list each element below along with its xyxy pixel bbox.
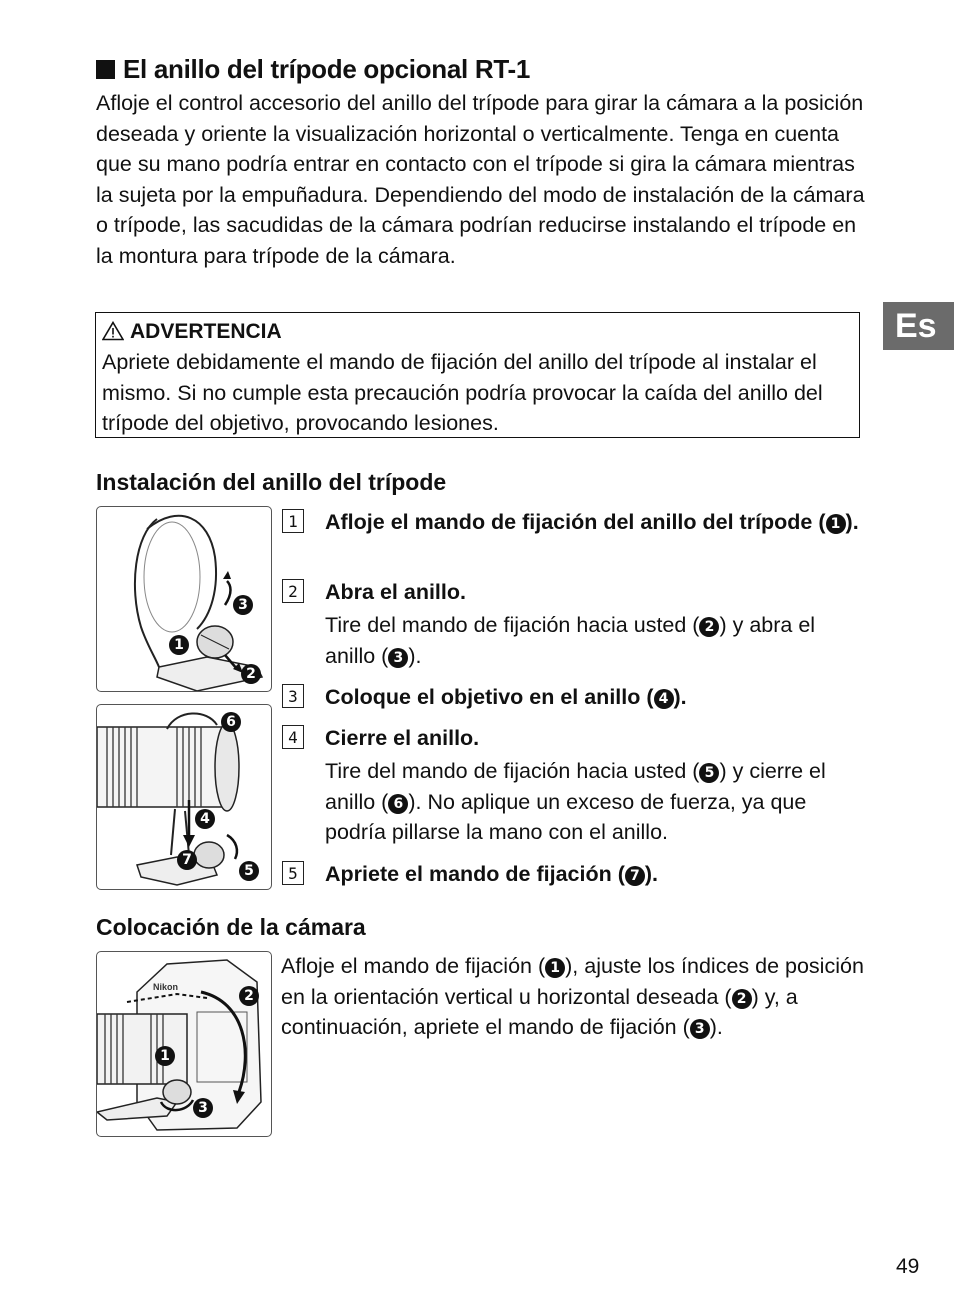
step-1 [282,507,872,571]
warning-title: ADVERTENCIA [102,317,859,347]
callout-7: 7 [177,850,197,870]
callout-4: 4 [195,809,215,829]
callout-3: 3 [690,1019,710,1039]
step-title: Afloje el mando de fijación del anillo del trípode ( 1 ). [325,510,859,534]
figure-ring-open [96,506,272,692]
square-bullet-icon [96,60,115,79]
camera-paragraph: Afloje el mando de fijación ( 1 ), ajuste los índices de posición en la orientación vertical u horizontal deseada ( 2 ) y, a continuación, apriete el mando de fijación ( 3 ). [281,954,864,1039]
warning-triangle-icon [102,321,124,341]
callout-1: 1 [169,635,189,655]
callout-5: 5 [239,861,259,881]
callout-6: 6 [388,794,408,814]
step-number: 1 [282,509,304,533]
warning-body: Apriete debidamente el mando de fijación del anillo del trípode al instalar el mismo. Si no cumple esta precaución podría provocar la caída del anillo del trípode del objetivo, provocando lesiones. [102,350,823,435]
step-number: 5 [282,861,304,885]
step-title: Abra el anillo. [325,580,466,604]
step-title: Cierre el anillo. [325,726,480,750]
warning-box [95,312,860,438]
callout-2: 2 [239,986,259,1006]
callout-7: 7 [625,866,645,886]
callout-3: 3 [233,595,253,615]
step-title: Coloque el objetivo en el anillo ( 4 ). [325,685,687,709]
callout-6: 6 [221,712,241,732]
step-2 [282,577,872,677]
section-title: El anillo del trípode opcional RT-1 [96,54,530,85]
callout-1: 1 [545,958,565,978]
callout-5: 5 [699,763,719,783]
step-body: Tire del mando de fijación hacia usted ( 2 ) y abra el anillo ( 3 ). [325,613,816,668]
step-number: 2 [282,579,304,603]
callout-3: 3 [193,1098,213,1118]
callout-1: 1 [826,514,846,534]
step-number: 3 [282,684,304,708]
callout-4: 4 [654,689,674,709]
install-heading: Instalación del anillo del trípode [96,469,447,495]
step-body: Tire del mando de fijación hacia usted ( 5 ) y cierre el anillo ( 6 ). No aplique un exceso de fuerza, ya que podría pillarse la mano con el anillo. [325,759,826,844]
callout-2: 2 [241,664,261,684]
figure-camera [96,951,272,1137]
step-3 [282,682,872,716]
step-4 [282,723,872,853]
page-number: 49 [896,1255,920,1278]
camera-heading: Colocación de la cámara [96,914,366,940]
callout-2: 2 [699,617,719,637]
step-number: 4 [282,725,304,749]
callout-3: 3 [388,648,408,668]
step-title: Apriete el mando de fijación ( 7 ). [325,862,658,886]
step-5 [282,859,872,893]
camera-brand-label: Nikon [153,982,179,992]
intro-paragraph: Afloje el control accesorio del anillo del trípode para girar la cámara a la posición deseada y oriente la visualización horizontal o verticalmente. Tenga en cuenta que su mano podría entrar en contacto con el trípode si gira la cámara mientras la sujeta por la empuñadura. Dependiendo del modo de instalación de la cámara o trípode, las sacudidas de la cámara podrían reducirse instalando el trípode en la montura para trípode de la cámara. [96,91,865,268]
camera-illustration [97,952,272,1137]
language-tab: Es [883,302,954,350]
callout-2: 2 [732,989,752,1009]
figure-lens-in-ring [96,704,272,890]
callout-1: 1 [155,1046,175,1066]
